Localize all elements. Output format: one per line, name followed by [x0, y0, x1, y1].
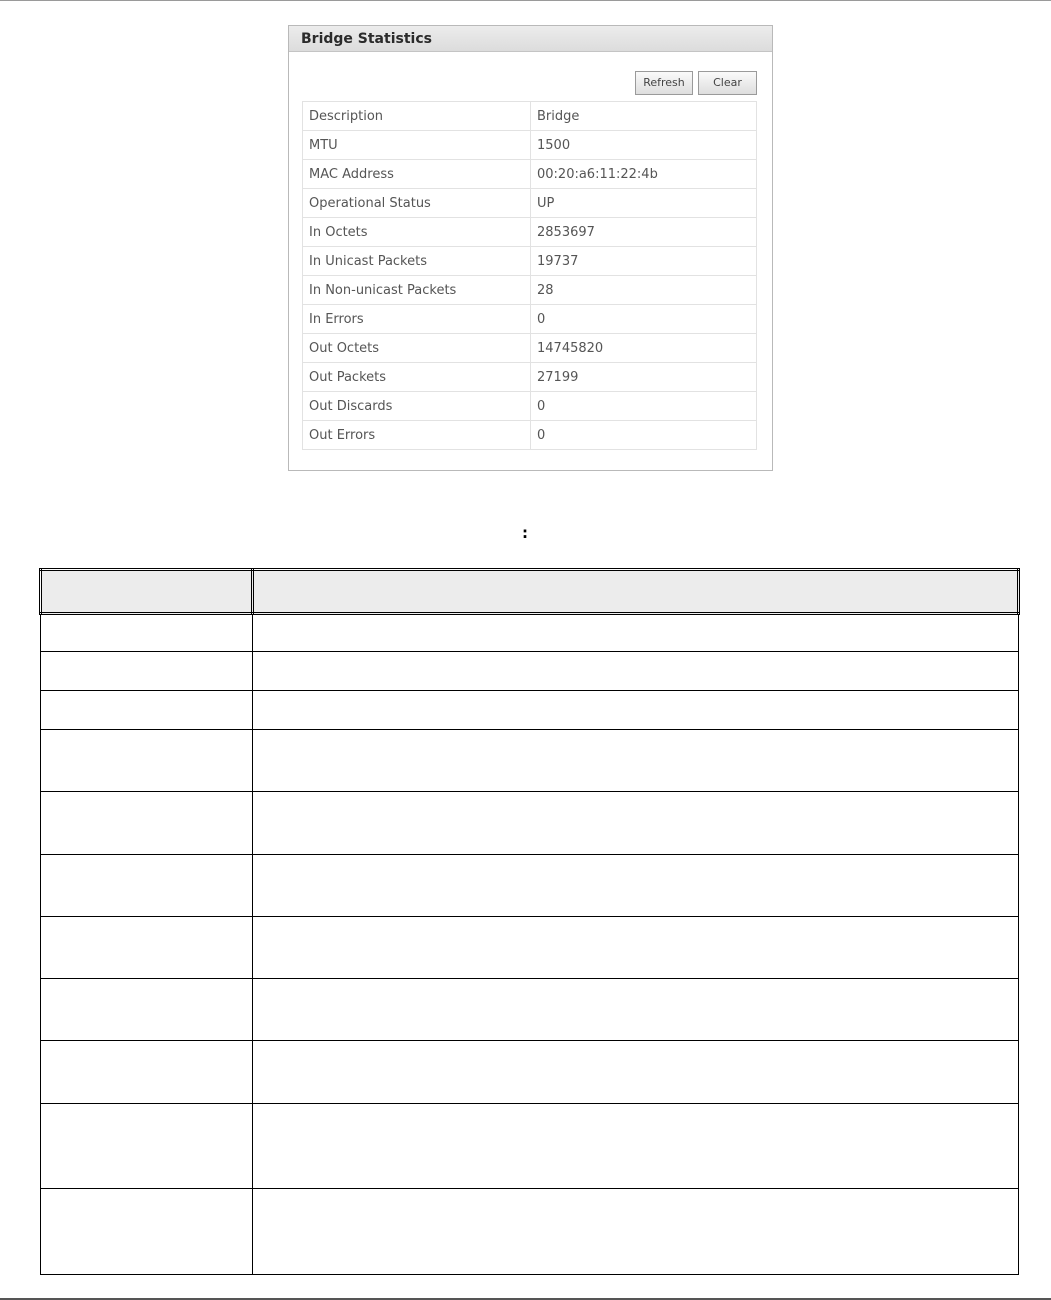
- table-cell: [41, 855, 253, 917]
- row-label: In Errors: [303, 305, 531, 334]
- bridge-statistics-panel: [288, 25, 773, 471]
- table-row: [303, 247, 757, 276]
- header-cell: [41, 570, 253, 614]
- table-row: [303, 363, 757, 392]
- row-value: 00:20:a6:11:22:4b: [531, 160, 757, 189]
- table-cell: [41, 792, 253, 855]
- row-value: 2853697: [531, 218, 757, 247]
- figure-caption: :: [522, 524, 528, 542]
- row-label: In Unicast Packets: [303, 247, 531, 276]
- row-label: Out Errors: [303, 421, 531, 450]
- table-row: [303, 392, 757, 421]
- header-cell: [253, 570, 1019, 614]
- row-label: Operational Status: [303, 189, 531, 218]
- row-label: Out Discards: [303, 392, 531, 421]
- table-cell: [253, 691, 1019, 730]
- description-table: [39, 568, 1020, 1275]
- table-row: [303, 305, 757, 334]
- row-label: In Non-unicast Packets: [303, 276, 531, 305]
- row-value: 28: [531, 276, 757, 305]
- table-cell: [41, 1104, 253, 1189]
- row-label: MTU: [303, 131, 531, 160]
- table-cell: [253, 652, 1019, 691]
- table-cell: [253, 614, 1019, 652]
- table-cell: [41, 614, 253, 652]
- table-cell: [253, 855, 1019, 917]
- table-row: [41, 691, 1019, 730]
- table-cell: [253, 917, 1019, 979]
- refresh-button[interactable]: Refresh: [635, 71, 693, 95]
- row-label: MAC Address: [303, 160, 531, 189]
- table-header-row: [41, 570, 1019, 614]
- top-rule: [0, 0, 1051, 1]
- table-cell: [41, 1189, 253, 1275]
- row-value: UP: [531, 189, 757, 218]
- table-cell: [41, 730, 253, 792]
- table-row: [303, 102, 757, 131]
- table-cell: [253, 979, 1019, 1041]
- panel-title: Bridge Statistics: [289, 26, 772, 52]
- table-row: [41, 730, 1019, 792]
- table-row: [303, 421, 757, 450]
- table-row: [303, 276, 757, 305]
- row-value: Bridge: [531, 102, 757, 131]
- row-label: Out Octets: [303, 334, 531, 363]
- row-value: 0: [531, 421, 757, 450]
- row-label: In Octets: [303, 218, 531, 247]
- row-value: 1500: [531, 131, 757, 160]
- table-row: [41, 792, 1019, 855]
- table-row: [41, 917, 1019, 979]
- row-value: 19737: [531, 247, 757, 276]
- table-row: [41, 1041, 1019, 1104]
- table-row: [303, 131, 757, 160]
- table-cell: [253, 1189, 1019, 1275]
- table-cell: [41, 979, 253, 1041]
- table-row: [41, 1104, 1019, 1189]
- table-cell: [41, 652, 253, 691]
- table-row: [303, 218, 757, 247]
- table-row: [41, 979, 1019, 1041]
- table-cell: [41, 917, 253, 979]
- table-cell: [41, 1041, 253, 1104]
- table-cell: [253, 730, 1019, 792]
- table-cell: [253, 1104, 1019, 1189]
- table-row: [41, 652, 1019, 691]
- statistics-table: [302, 101, 757, 450]
- row-value: 14745820: [531, 334, 757, 363]
- row-value: 27199: [531, 363, 757, 392]
- table-row: [41, 855, 1019, 917]
- table-row: [41, 614, 1019, 652]
- table-row: [303, 334, 757, 363]
- table-row: [41, 1189, 1019, 1275]
- table-cell: [41, 691, 253, 730]
- table-cell: [253, 1041, 1019, 1104]
- row-value: 0: [531, 392, 757, 421]
- table-row: [303, 189, 757, 218]
- row-label: Description: [303, 102, 531, 131]
- row-label: Out Packets: [303, 363, 531, 392]
- row-value: 0: [531, 305, 757, 334]
- table-row: [303, 160, 757, 189]
- clear-button[interactable]: Clear: [698, 71, 757, 95]
- table-cell: [253, 792, 1019, 855]
